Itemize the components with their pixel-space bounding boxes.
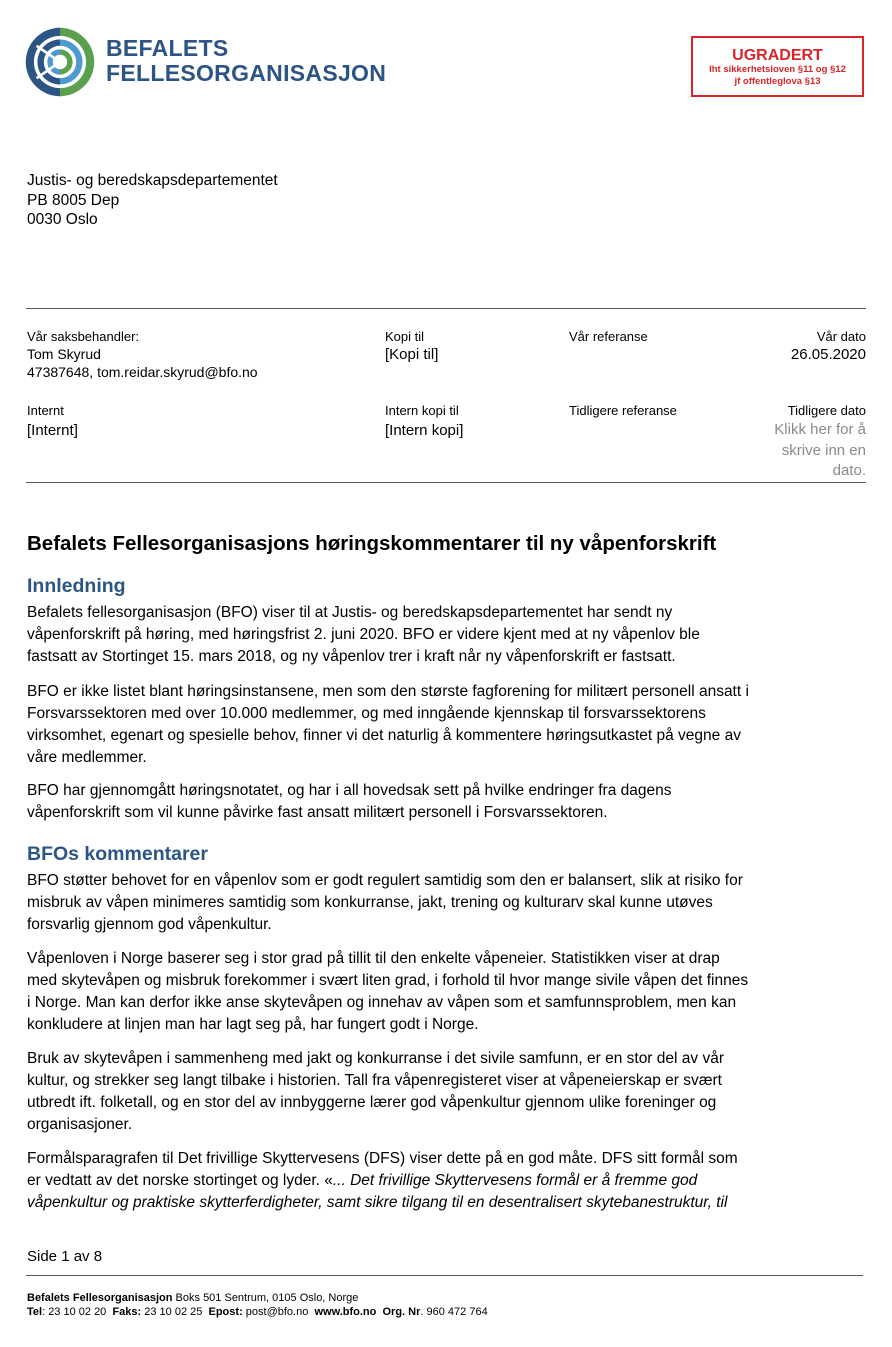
footer-address	[27, 1291, 358, 1305]
recipient-city: 0030 Oslo	[27, 211, 98, 228]
fax-value: 23 10 02 25	[141, 1306, 203, 1318]
quote-text: ... Det frivillige Skyttervesens formål er å fremme god	[332, 1172, 698, 1189]
classification-note-2: jf offentleglova §13	[734, 76, 821, 87]
case-handler-contact: 47387648, tom.reidar.skyrud@bfo.no	[27, 364, 258, 380]
paragraph-2	[27, 681, 817, 769]
prev-date-line1: Klikk her for å	[774, 421, 866, 438]
prev-date-line3: dato.	[832, 462, 866, 479]
prev-date-line2: skrive inn en	[781, 441, 866, 459]
paragraph-text: er vedtatt av det norske stortinget og lyder. «	[27, 1172, 333, 1189]
paragraph-line: organisasjoner.	[27, 1116, 133, 1133]
internal-copy-value[interactable]: [Intern kopi]	[385, 422, 464, 439]
footer-org-name: Befalets Fellesorganisasjon	[27, 1292, 173, 1304]
tel-label: Tel	[27, 1306, 43, 1318]
recipient-address	[27, 171, 278, 230]
our-ref-label: Vår referanse	[569, 329, 648, 344]
email-value[interactable]: post@bfo.no	[242, 1306, 309, 1318]
paragraph-3	[27, 780, 817, 824]
paragraph-line	[27, 1192, 817, 1214]
section-heading-kommentarer: BFOs kommentarer	[27, 843, 208, 865]
recipient-name: Justis- og beredskapsdepartementet	[27, 172, 278, 189]
paragraph-line: kultur, og strekker seg langt tilbake i historien. Tall fra våpenregisteret viser at våpeneierskap er svært	[27, 1072, 722, 1089]
case-handler-name: Tom Skyrud	[27, 346, 101, 362]
copy-label: Kopi til	[385, 329, 425, 344]
footer-org-address: Boks 501 Sentrum, 0105 Oslo, Norge	[172, 1292, 359, 1304]
meta-bottom-divider	[26, 482, 866, 483]
classification-label: UGRADERT	[732, 47, 823, 64]
paragraph-line: BFO er ikke listet blant høringsinstansene, men som den største fagforening for militært personell ansatt i	[27, 683, 749, 700]
paragraph-line: fastsatt av Stortinget 15. mars 2018, og ny våpenlov trer i kraft når ny våpenforskrift er fastsatt.	[27, 648, 676, 665]
footer-contact	[27, 1305, 488, 1319]
paragraph-line: BFO har gjennomgått høringsnotatet, og har i all hovedsak sett på hvilke endringer fra dagens	[27, 782, 672, 799]
paragraph-line: Befalets fellesorganisasjon (BFO) viser til at Justis- og beredskapsdepartementet har sendt ny	[27, 604, 673, 621]
paragraph-5	[27, 948, 817, 1036]
internal-copy-label: Intern kopi til	[385, 403, 459, 418]
paragraph-line: i Norge. Man kan derfor ikke anse skytevåpen og innehav av våpen som et samfunnsproblem, men kan	[27, 994, 737, 1011]
paragraph-line: Formålsparagrafen til Det frivillige Skyttervesens (DFS) viser dette på en god måte. DFS sitt formål som	[27, 1150, 738, 1167]
paragraph-line: med skytevåpen og misbruk forekommer i svært liten grad, i forhold til hvor mange sivile våpen det finnes	[27, 972, 749, 989]
meta-top-divider	[26, 308, 866, 309]
document-title: Befalets Fellesorganisasjons høringskommentarer til ny våpenforskrift	[27, 532, 717, 555]
tel-value: : 23 10 02 20	[42, 1306, 107, 1318]
email-label: Epost:	[208, 1306, 243, 1318]
footer-divider	[26, 1275, 863, 1276]
paragraph-line: forsvarlig gjennom god våpenkultur.	[27, 916, 272, 933]
copy-value[interactable]: [Kopi til]	[385, 346, 439, 363]
paragraph-line: våre medlemmer.	[27, 749, 147, 766]
paragraph-line: virksomhet, egenart og spesielle behov, finner vi det naturlig å kommentere høringsutkastet på vegne av	[27, 727, 741, 744]
website-link[interactable]: www.bfo.no	[314, 1306, 377, 1318]
prev-date-placeholder[interactable]	[774, 420, 866, 482]
paragraph-line: BFO støtter behovet for en våpenlov som er godt regulert samtidig som den er balansert, slik at risiko for	[27, 872, 743, 889]
our-date-label: Vår dato	[816, 329, 866, 344]
paragraph-line: konkludere at linjen man har lagt seg på, har fungert godt i Norge.	[27, 1016, 479, 1033]
internal-label: Internt	[27, 403, 64, 418]
fax-label: Faks:	[112, 1306, 142, 1318]
case-handler-label: Vår saksbehandler:	[27, 329, 140, 344]
paragraph-6	[27, 1048, 817, 1136]
paragraph-line: Bruk av skytevåpen i sammenheng med jakt og konkurranse i det sivile samfunn, er en stor del av vår	[27, 1050, 724, 1067]
paragraph-line: Våpenloven i Norge baserer seg i stor grad på tillit til den enkelte våpeneier. Statistikken viser at drap	[27, 950, 720, 967]
classification-stamp	[691, 36, 864, 97]
classification-note-1: Iht sikkerhetsloven §11 og §12	[709, 64, 846, 75]
org-nr-label: Org. Nr	[382, 1306, 421, 1318]
paragraph-1	[27, 602, 817, 668]
paragraph-line: våpenforskrift som vil kunne påvirke fast ansatt militært personell i Forsvarssektoren.	[27, 804, 608, 821]
bfo-logo	[24, 26, 96, 98]
paragraph-4	[27, 870, 817, 936]
paragraph-line: Forsvarssektoren med over 10.000 medlemmer, og med inngående kjennskap til forsvarssektorens	[27, 705, 706, 722]
internal-value[interactable]: [Internt]	[27, 422, 78, 439]
org-name-logo	[106, 36, 386, 86]
paragraph-line	[27, 1170, 817, 1192]
page-number: Side 1 av 8	[27, 1248, 103, 1265]
paragraph-line: våpenforskrift på høring, med høringsfrist 2. juni 2020. BFO er videre kjent med at ny våpenlov ble	[27, 626, 700, 643]
paragraph-7	[27, 1148, 817, 1214]
section-heading-innledning: Innledning	[27, 575, 126, 597]
org-name-line1: BEFALETS	[106, 35, 229, 61]
our-date-value: 26.05.2020	[790, 346, 866, 363]
paragraph-line: misbruk av våpen minimeres samtidig som konkurranse, jakt, trening og kulturarv skal kunne utøves	[27, 894, 713, 911]
recipient-box: PB 8005 Dep	[27, 191, 120, 209]
org-name-line2: FELLESORGANISASJON	[106, 60, 387, 86]
prev-date-label: Tidligere dato	[787, 403, 866, 418]
org-nr-value: . 960 472 764	[420, 1306, 488, 1318]
prev-ref-label: Tidligere referanse	[569, 403, 677, 418]
paragraph-line: utbredt ift. folketall, og en stor del av innbyggerne lærer god våpenkultur gjennom ulike foreninger og	[27, 1094, 717, 1111]
quote-text: våpenkultur og praktiske skytterferdigheter, samt sikre tilgang til en desentralisert skytebanestruktur, til	[27, 1194, 728, 1211]
